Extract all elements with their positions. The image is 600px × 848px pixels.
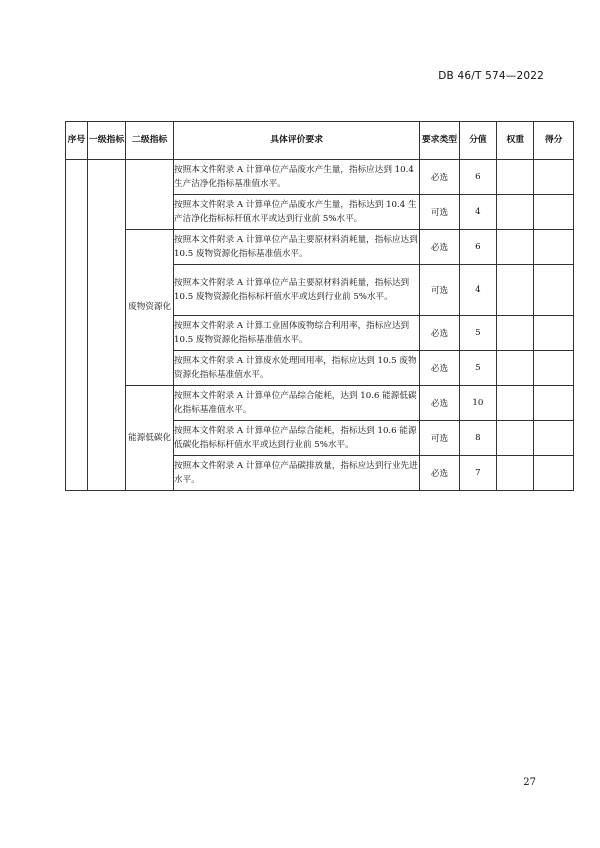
result-cell: [534, 421, 574, 456]
page-number: 27: [523, 777, 536, 788]
score-cell: 5: [459, 316, 496, 351]
table-row: [66, 386, 574, 421]
type-cell: 可选: [420, 195, 459, 230]
requirement-cell: 按照本文件附录 A 计算单位产品主要原材料消耗量，指标达到 10.5 废物资源化指标标杆值水平或达到行业前 5%水平。: [174, 265, 420, 316]
level2-cell: 能源低碳化: [126, 386, 174, 491]
weight-cell: [497, 160, 534, 195]
level2-cell: 废物资源化: [126, 230, 174, 386]
result-cell: [534, 351, 574, 386]
weight-cell: [497, 351, 534, 386]
result-cell: [534, 160, 574, 195]
requirement-cell: 按照本文件附录 A 计算单位产品综合能耗，指标达到 10.6 能源低碳化指标标杆值水平或达到行业前 5%水平。: [174, 421, 420, 456]
col-header-result: 得分: [534, 122, 574, 160]
col-header-type: 要求类型: [420, 122, 459, 160]
type-cell: 必选: [420, 316, 459, 351]
weight-cell: [497, 265, 534, 316]
col-header-level1: 一级指标: [87, 122, 125, 160]
score-cell: 7: [459, 456, 496, 491]
type-cell: 必选: [420, 351, 459, 386]
weight-cell: [497, 386, 534, 421]
requirement-cell: 按照本文件附录 A 计算废水处理回用率，指标应达到 10.5 废物资源化指标基准值水平。: [174, 351, 420, 386]
evaluation-table: [65, 121, 574, 491]
type-cell: 必选: [420, 386, 459, 421]
requirement-cell: 按照本文件附录 A 计算单位产品主要原材料消耗量，指标应达到 10.5 废物资源化指标基准值水平。: [174, 230, 420, 265]
weight-cell: [497, 230, 534, 265]
requirement-cell: 按照本文件附录 A 计算单位产品废水产生量，指标应达到 10.4 生产洁净化指标基准值水平。: [174, 160, 420, 195]
result-cell: [534, 230, 574, 265]
score-cell: 6: [459, 160, 496, 195]
score-cell: 6: [459, 230, 496, 265]
result-cell: [534, 386, 574, 421]
index-cell: [66, 160, 88, 491]
requirement-cell: 按照本文件附录 A 计算单位产品废水产生量，指标达到 10.4 生产洁净化指标标杆值水平或达到行业前 5%水平。: [174, 195, 420, 230]
col-header-weight: 权重: [497, 122, 534, 160]
table-row: [66, 160, 574, 195]
weight-cell: [497, 456, 534, 491]
table-header-row: [66, 122, 574, 160]
document-code: DB 46/T 574—2022: [438, 70, 544, 82]
result-cell: [534, 265, 574, 316]
score-cell: 4: [459, 195, 496, 230]
level2-cell: [126, 160, 174, 230]
weight-cell: [497, 195, 534, 230]
col-header-score: 分值: [459, 122, 496, 160]
level1-cell: [87, 160, 125, 491]
weight-cell: [497, 421, 534, 456]
result-cell: [534, 316, 574, 351]
score-cell: 8: [459, 421, 496, 456]
requirement-cell: 按照本文件附录 A 计算工业固体废物综合利用率，指标应达到 10.5 废物资源化指标基准值水平。: [174, 316, 420, 351]
requirement-cell: 按照本文件附录 A 计算单位产品碳排放量，指标应达到行业先进水平。: [174, 456, 420, 491]
type-cell: 可选: [420, 421, 459, 456]
requirement-cell: 按照本文件附录 A 计算单位产品综合能耗，达到 10.6 能源低碳化指标基准值水平。: [174, 386, 420, 421]
score-cell: 5: [459, 351, 496, 386]
type-cell: 可选: [420, 265, 459, 316]
type-cell: 必选: [420, 160, 459, 195]
table-row: [66, 230, 574, 265]
col-header-requirement: 具体评价要求: [174, 122, 420, 160]
result-cell: [534, 195, 574, 230]
col-header-level2: 二级指标: [126, 122, 174, 160]
type-cell: 必选: [420, 230, 459, 265]
weight-cell: [497, 316, 534, 351]
result-cell: [534, 456, 574, 491]
score-cell: 4: [459, 265, 496, 316]
score-cell: 10: [459, 386, 496, 421]
col-header-index: 序号: [66, 122, 88, 160]
type-cell: 必选: [420, 456, 459, 491]
